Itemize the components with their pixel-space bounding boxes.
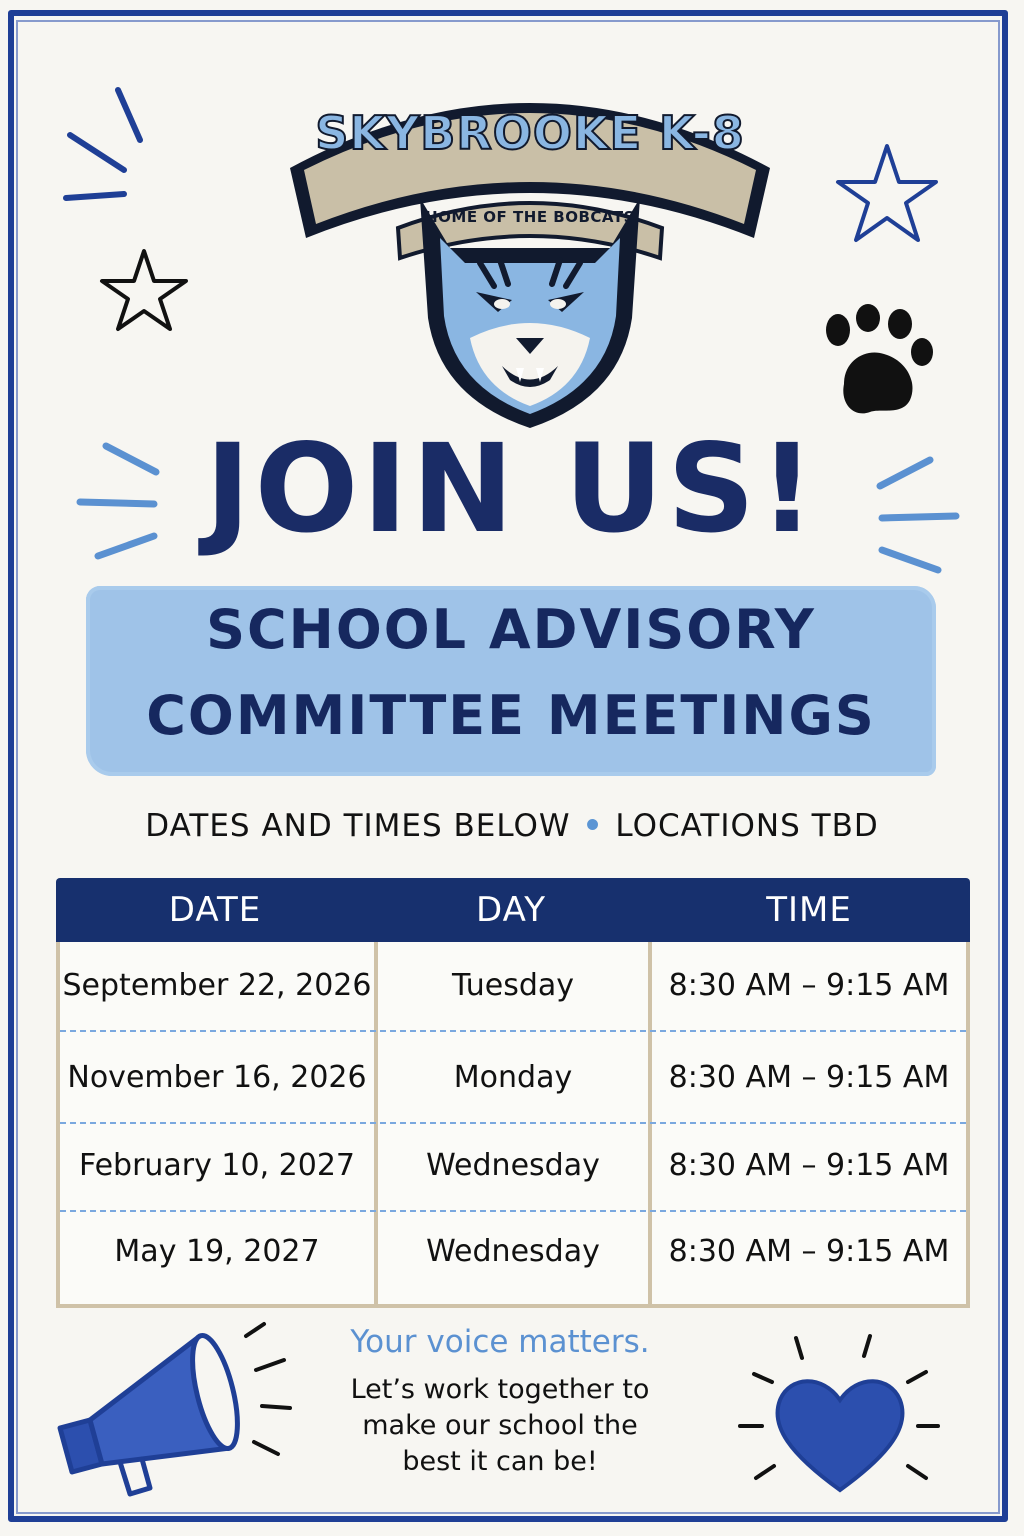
- cell-date: November 16, 2026: [67, 1060, 367, 1095]
- cell-time: 8:30 AM – 9:15 AM: [668, 968, 950, 1003]
- info-locations: LOCATIONS TBD: [615, 808, 879, 844]
- cell-time: 8:30 AM – 9:15 AM: [668, 1148, 950, 1183]
- cell-date: February 10, 2027: [78, 1148, 356, 1183]
- star-icon: [96, 245, 192, 335]
- together-line-3: best it can be!: [402, 1446, 598, 1477]
- table-row: [60, 1034, 966, 1124]
- table-header: [56, 878, 970, 942]
- cell-time: 8:30 AM – 9:15 AM: [668, 1234, 950, 1269]
- subtitle-line-1: SCHOOL ADVISORY: [206, 598, 816, 661]
- cell-day: Wednesday: [426, 1234, 600, 1269]
- cell-date: September 22, 2026: [62, 968, 372, 1003]
- voice-matters-text: Your voice matters.: [350, 1324, 650, 1360]
- info-separator: •: [582, 808, 604, 844]
- header-day: DAY: [476, 890, 546, 930]
- together-line-2: make our school the: [362, 1410, 638, 1441]
- megaphone-icon: [50, 1316, 300, 1506]
- table-row: [60, 1122, 966, 1212]
- school-tagline: HOME OF THE BOBCATS: [425, 208, 635, 226]
- together-text: [300, 1372, 700, 1480]
- heart-icon: [730, 1330, 950, 1520]
- star-icon: [832, 140, 942, 250]
- burst-lines-icon: [60, 80, 180, 210]
- paw-print-icon: [814, 304, 938, 420]
- subtitle-line-2: COMMITTEE MEETINGS: [146, 684, 876, 747]
- info-line: [0, 808, 1024, 844]
- together-line-1: Let’s work together to: [350, 1374, 650, 1405]
- school-logo: [280, 48, 780, 438]
- table-row: [60, 1208, 966, 1296]
- table-row: [60, 942, 966, 1032]
- header-time: TIME: [766, 890, 852, 930]
- cell-day: Monday: [453, 1060, 573, 1095]
- cell-day: Wednesday: [426, 1148, 600, 1183]
- table-body: [56, 942, 970, 1308]
- school-name: SKYBROOKE K-8: [315, 106, 745, 160]
- header-date: DATE: [168, 890, 262, 930]
- cell-time: 8:30 AM – 9:15 AM: [668, 1060, 950, 1095]
- info-dates: DATES AND TIMES BELOW: [145, 808, 571, 844]
- cell-day: Tuesday: [451, 968, 575, 1003]
- cell-date: May 19, 2027: [114, 1234, 320, 1269]
- headline: JOIN US!: [205, 418, 819, 560]
- meeting-table: [56, 878, 970, 1308]
